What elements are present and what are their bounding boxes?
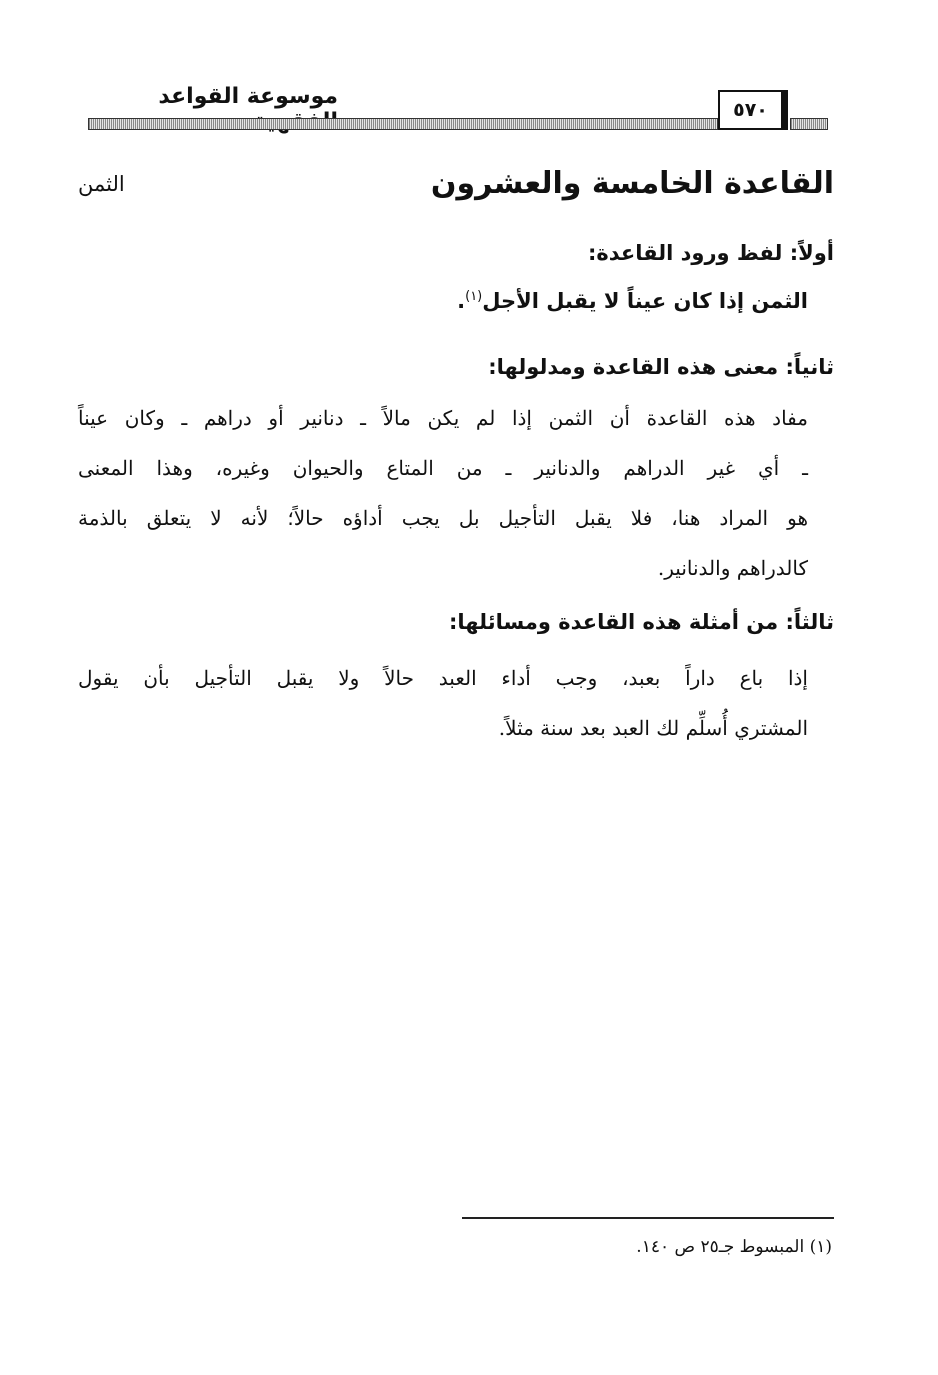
rule-statement-text: الثمن إذا كان عيناً لا يقبل الأجل (482, 289, 808, 313)
paragraph-line: إذا باع داراً بعبد، وجب أداء العبد حالاً ولا يقبل التأجيل بأن يقول (78, 666, 808, 690)
examples-paragraph (78, 653, 808, 757)
rule-statement (168, 289, 808, 313)
meaning-paragraph (78, 393, 808, 599)
rule-topic: الثمن (78, 172, 125, 196)
running-header-title: موسوعة القواعد (158, 84, 338, 109)
footnote-reference[interactable]: (١) (465, 289, 483, 304)
paragraph-line: المشتري أُسلِّم لك العبد بعد سنة مثلاً. (498, 716, 808, 740)
section-heading-wording: أولاً: لفظ ورود القاعدة: (587, 241, 834, 265)
header-decorative-bar-end (790, 118, 828, 130)
paragraph-line: هو المراد هنا، فلا يقبل التأجيل بل يجب أداؤه حالاً؛ لأنه لا يتعلق بالذمة (78, 506, 808, 530)
paragraph-line: كالدراهم والدنانير. (657, 556, 808, 580)
footnote: (١) المبسوط جـ٢٥ ص ١٤٠. (636, 1237, 832, 1257)
section-heading-examples: ثالثاً: من أمثلة هذه القاعدة ومسائلها: (448, 610, 834, 634)
header-decorative-bar (88, 118, 718, 130)
section-heading-meaning: ثانياً: معنى هذه القاعدة ومدلولها: (488, 355, 834, 379)
rule-title: القاعدة الخامسة والعشرون (430, 166, 834, 201)
footnote-separator (462, 1217, 834, 1219)
paragraph-line: مفاد هذه القاعدة أن الثمن إذا لم يكن مالاً ـ دنانير أو دراهم ـ وكان عيناً (78, 406, 808, 430)
rule-statement-end: . (457, 289, 466, 313)
page-number: ٥٧٠ (718, 90, 788, 130)
paragraph-line: ـ أي غير الدراهم والدنانير ـ من المتاع والحيوان وغيره، وهذا المعنى (78, 456, 808, 480)
